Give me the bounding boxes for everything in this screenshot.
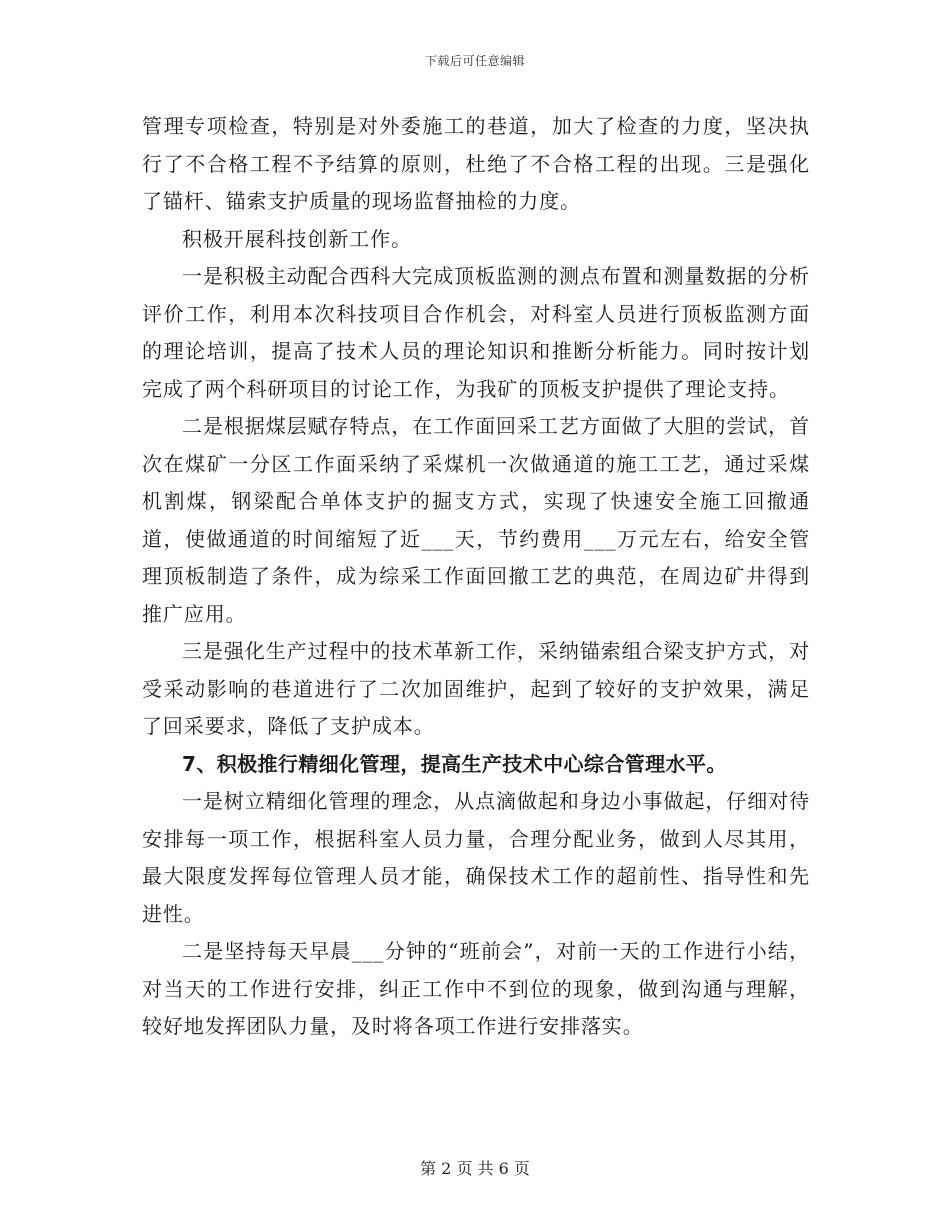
document-body [142, 108, 810, 1046]
paragraph-innovation-intro: 积极开展科技创新工作。 [182, 226, 412, 251]
paragraph-item-two: 二是根据煤层赋存特点，在工作面回采工艺方面做了大胆的尝试，首次在煤矿一分区工作面采纳了采煤机一次做通道的施工工艺，通过采煤机割煤，钢梁配合单体支护的掘支方式，实现了快速安全施工回撤通道，使做通道的时间缩短了近___天，节约费用___万元左右，给安全管理顶板制造了条件，成为综采工作面回撤工艺的典范，在周边矿井得到推广应用。 [142, 414, 810, 626]
paragraph-management-two: 二是坚持每天早晨___分钟的“班前会”，对前一天的工作进行小结，对当天的工作进行安排，纠正工作中不到位的现象，做到沟通与理解，较好地发挥团队力量，及时将各项工作进行安排落实。 [142, 939, 810, 1038]
section-heading: 7、积极推行精细化管理，提高生产技术中心综合管理水平。 [182, 751, 727, 776]
paragraph-item-three: 三是强化生产过程中的技术革新工作，采纳锚索组合梁支护方式，对受采动影响的巷道进行了二次加固维护，起到了较好的支护效果，满足了回采要求，降低了支护成本。 [142, 639, 810, 738]
page-header-note: 下载后可任意编辑 [424, 54, 525, 68]
paragraph-management-one: 一是树立精细化管理的理念，从点滴做起和身边小事做起，仔细对待安排每一项工作，根据科室人员力量，合理分配业务，做到人尽其用，最大限度发挥每位管理人员才能，确保技术工作的超前性、指导性和先进性。 [142, 789, 810, 926]
paragraph-item-one: 一是积极主动配合西科大完成顶板监测的测点布置和测量数据的分析评价工作，利用本次科技项目合作机会，对科室人员进行顶板监测方面的理论培训，提高了技术人员的理论知识和推断分析能力。同时按计划完成了两个科研项目的讨论工作，为我矿的顶板支护提供了理论支持。 [142, 264, 810, 401]
page-number-footer: 第 2 页 共 6 页 [420, 1159, 530, 1178]
paragraph-continuation: 管理专项检查，特别是对外委施工的巷道，加大了检查的力度，坚决执行了不合格工程不予结算的原则，杜绝了不合格工程的出现。三是强化了锚杆、锚索支护质量的现场监督抽检的力度。 [142, 114, 810, 213]
